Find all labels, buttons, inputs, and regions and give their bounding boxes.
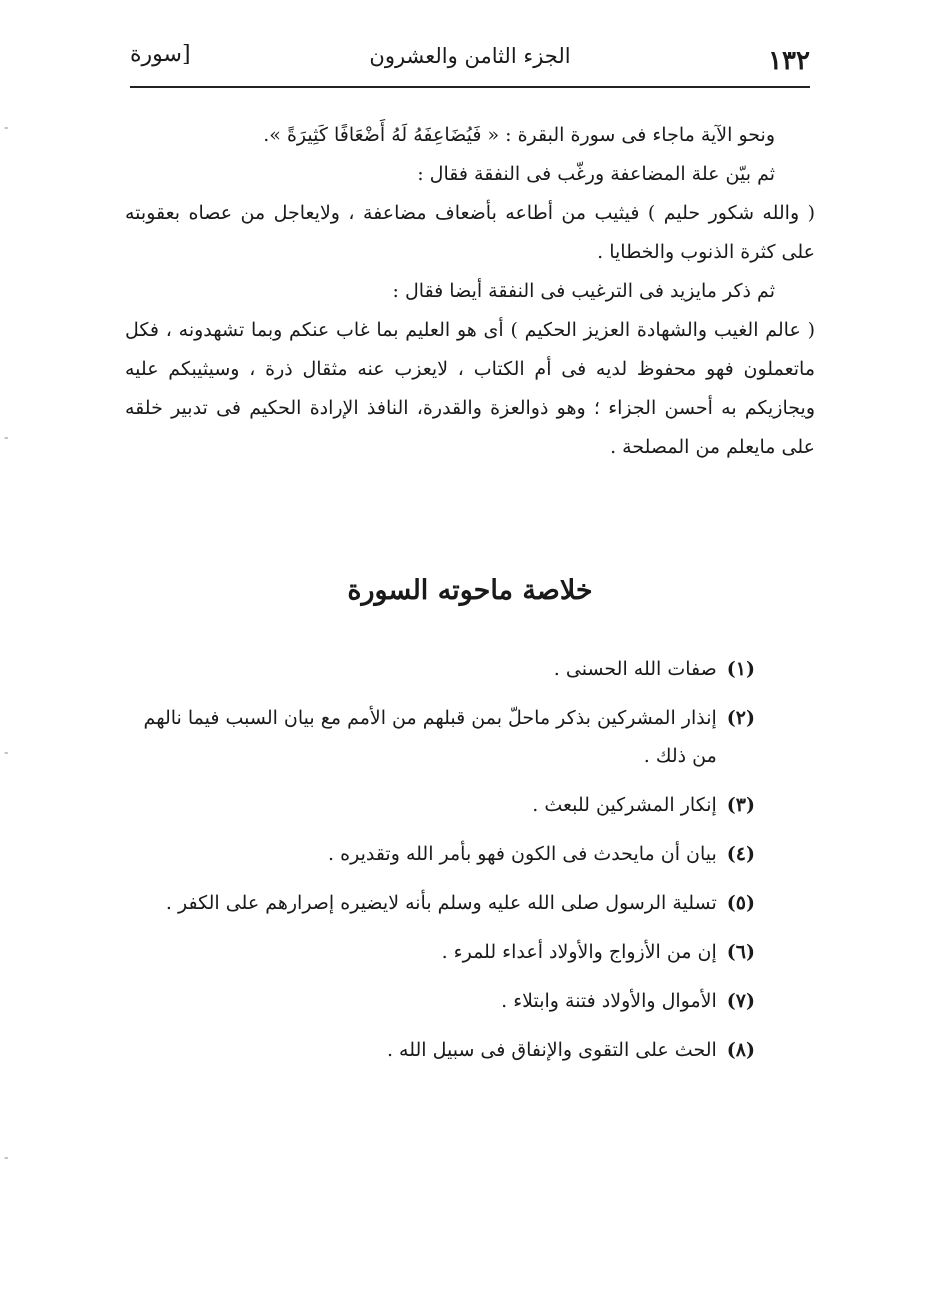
list-item (125, 933, 815, 971)
running-header (130, 40, 810, 80)
item-number: (٨) (726, 1039, 755, 1061)
item-text: بيان أن مايحدث فى الكون فهو بأمر الله وتقديره . (328, 843, 717, 865)
margin-speck: ˗ (4, 120, 9, 136)
list-item (125, 982, 815, 1020)
list-item (125, 884, 815, 922)
item-number: (٦) (726, 941, 755, 963)
header-divider (130, 86, 810, 88)
item-number: (٤) (726, 843, 755, 865)
item-number: (٣) (726, 794, 755, 816)
paragraph: ثم ذكر مايزيد فى الترغيب فى النفقة أيضا فقال : (392, 280, 775, 302)
item-number: (٥) (726, 892, 755, 914)
item-text: إنكار المشركين للبعث . (532, 794, 717, 816)
item-text: الحث على التقوى والإنفاق فى سبيل الله . (386, 1039, 717, 1061)
item-text: إن من الأزواج والأولاد أعداء للمرء . (441, 941, 717, 963)
paragraph: ثم بيّن علة المضاعفة ورغّب فى النفقة فقال : (417, 163, 775, 185)
list-item (125, 786, 815, 824)
item-text: إنذار المشركين بذكر ماحلّ بمن قبلهم من الأمم مع بيان السبب فيما نالهم من ذلك . (143, 707, 717, 767)
summary-list (125, 650, 815, 1080)
list-item (125, 1031, 815, 1069)
item-text: تسلية الرسول صلى الله عليه وسلم بأنه لايضيره إصرارهم على الكفر . (165, 892, 717, 914)
paragraph: ( عالم الغيب والشهادة العزيز الحكيم ) أى هو العليم بما غاب عنكم وبما تشهدونه ، فكل ماتعملون فهو محفوظ لديه فى أم الكتاب ، لايعزب عنه مثقال ذرة ، وسيثيبكم عليه ويجازيكم به أحسن الجزاء ؛ وهو ذوالعزة والقدرة، النافذ الإرادة الحكيم فى تدبير خلقه على مايعلم من المصلحة . (125, 319, 815, 458)
item-number: (٧) (726, 990, 755, 1012)
running-title: الجزء الثامن والعشرون (369, 44, 571, 68)
body-text (125, 116, 815, 467)
paragraph: ونحو الآية ماجاء فى سورة البقرة : « فَيُضَاعِفَهُ لَهُ أَضْعَافًا كَثِيرَةً ». (263, 124, 775, 146)
list-item (125, 835, 815, 873)
item-number: (١) (726, 658, 755, 680)
item-number: (٢) (726, 707, 755, 729)
margin-speck: ˗ (4, 745, 9, 761)
item-text: الأموال والأولاد فتنة وابتلاء . (501, 990, 717, 1012)
paragraph: ( والله شكور حليم ) فيثيب من أطاعه بأضعاف مضاعفة ، ولايعاجل من عصاه بعقوبته على كثرة الذنوب والخطايا . (125, 202, 815, 263)
item-text: صفات الله الحسنى . (553, 658, 717, 680)
margin-speck: ˗ (4, 1150, 9, 1166)
header-surah-label: [سورة (130, 42, 191, 67)
list-item (125, 699, 815, 775)
margin-speck: ˗ (4, 430, 9, 446)
page-number: ١٣٢ (768, 46, 810, 76)
list-item (125, 650, 815, 688)
summary-heading: خلاصة ماحوته السورة (347, 575, 593, 606)
